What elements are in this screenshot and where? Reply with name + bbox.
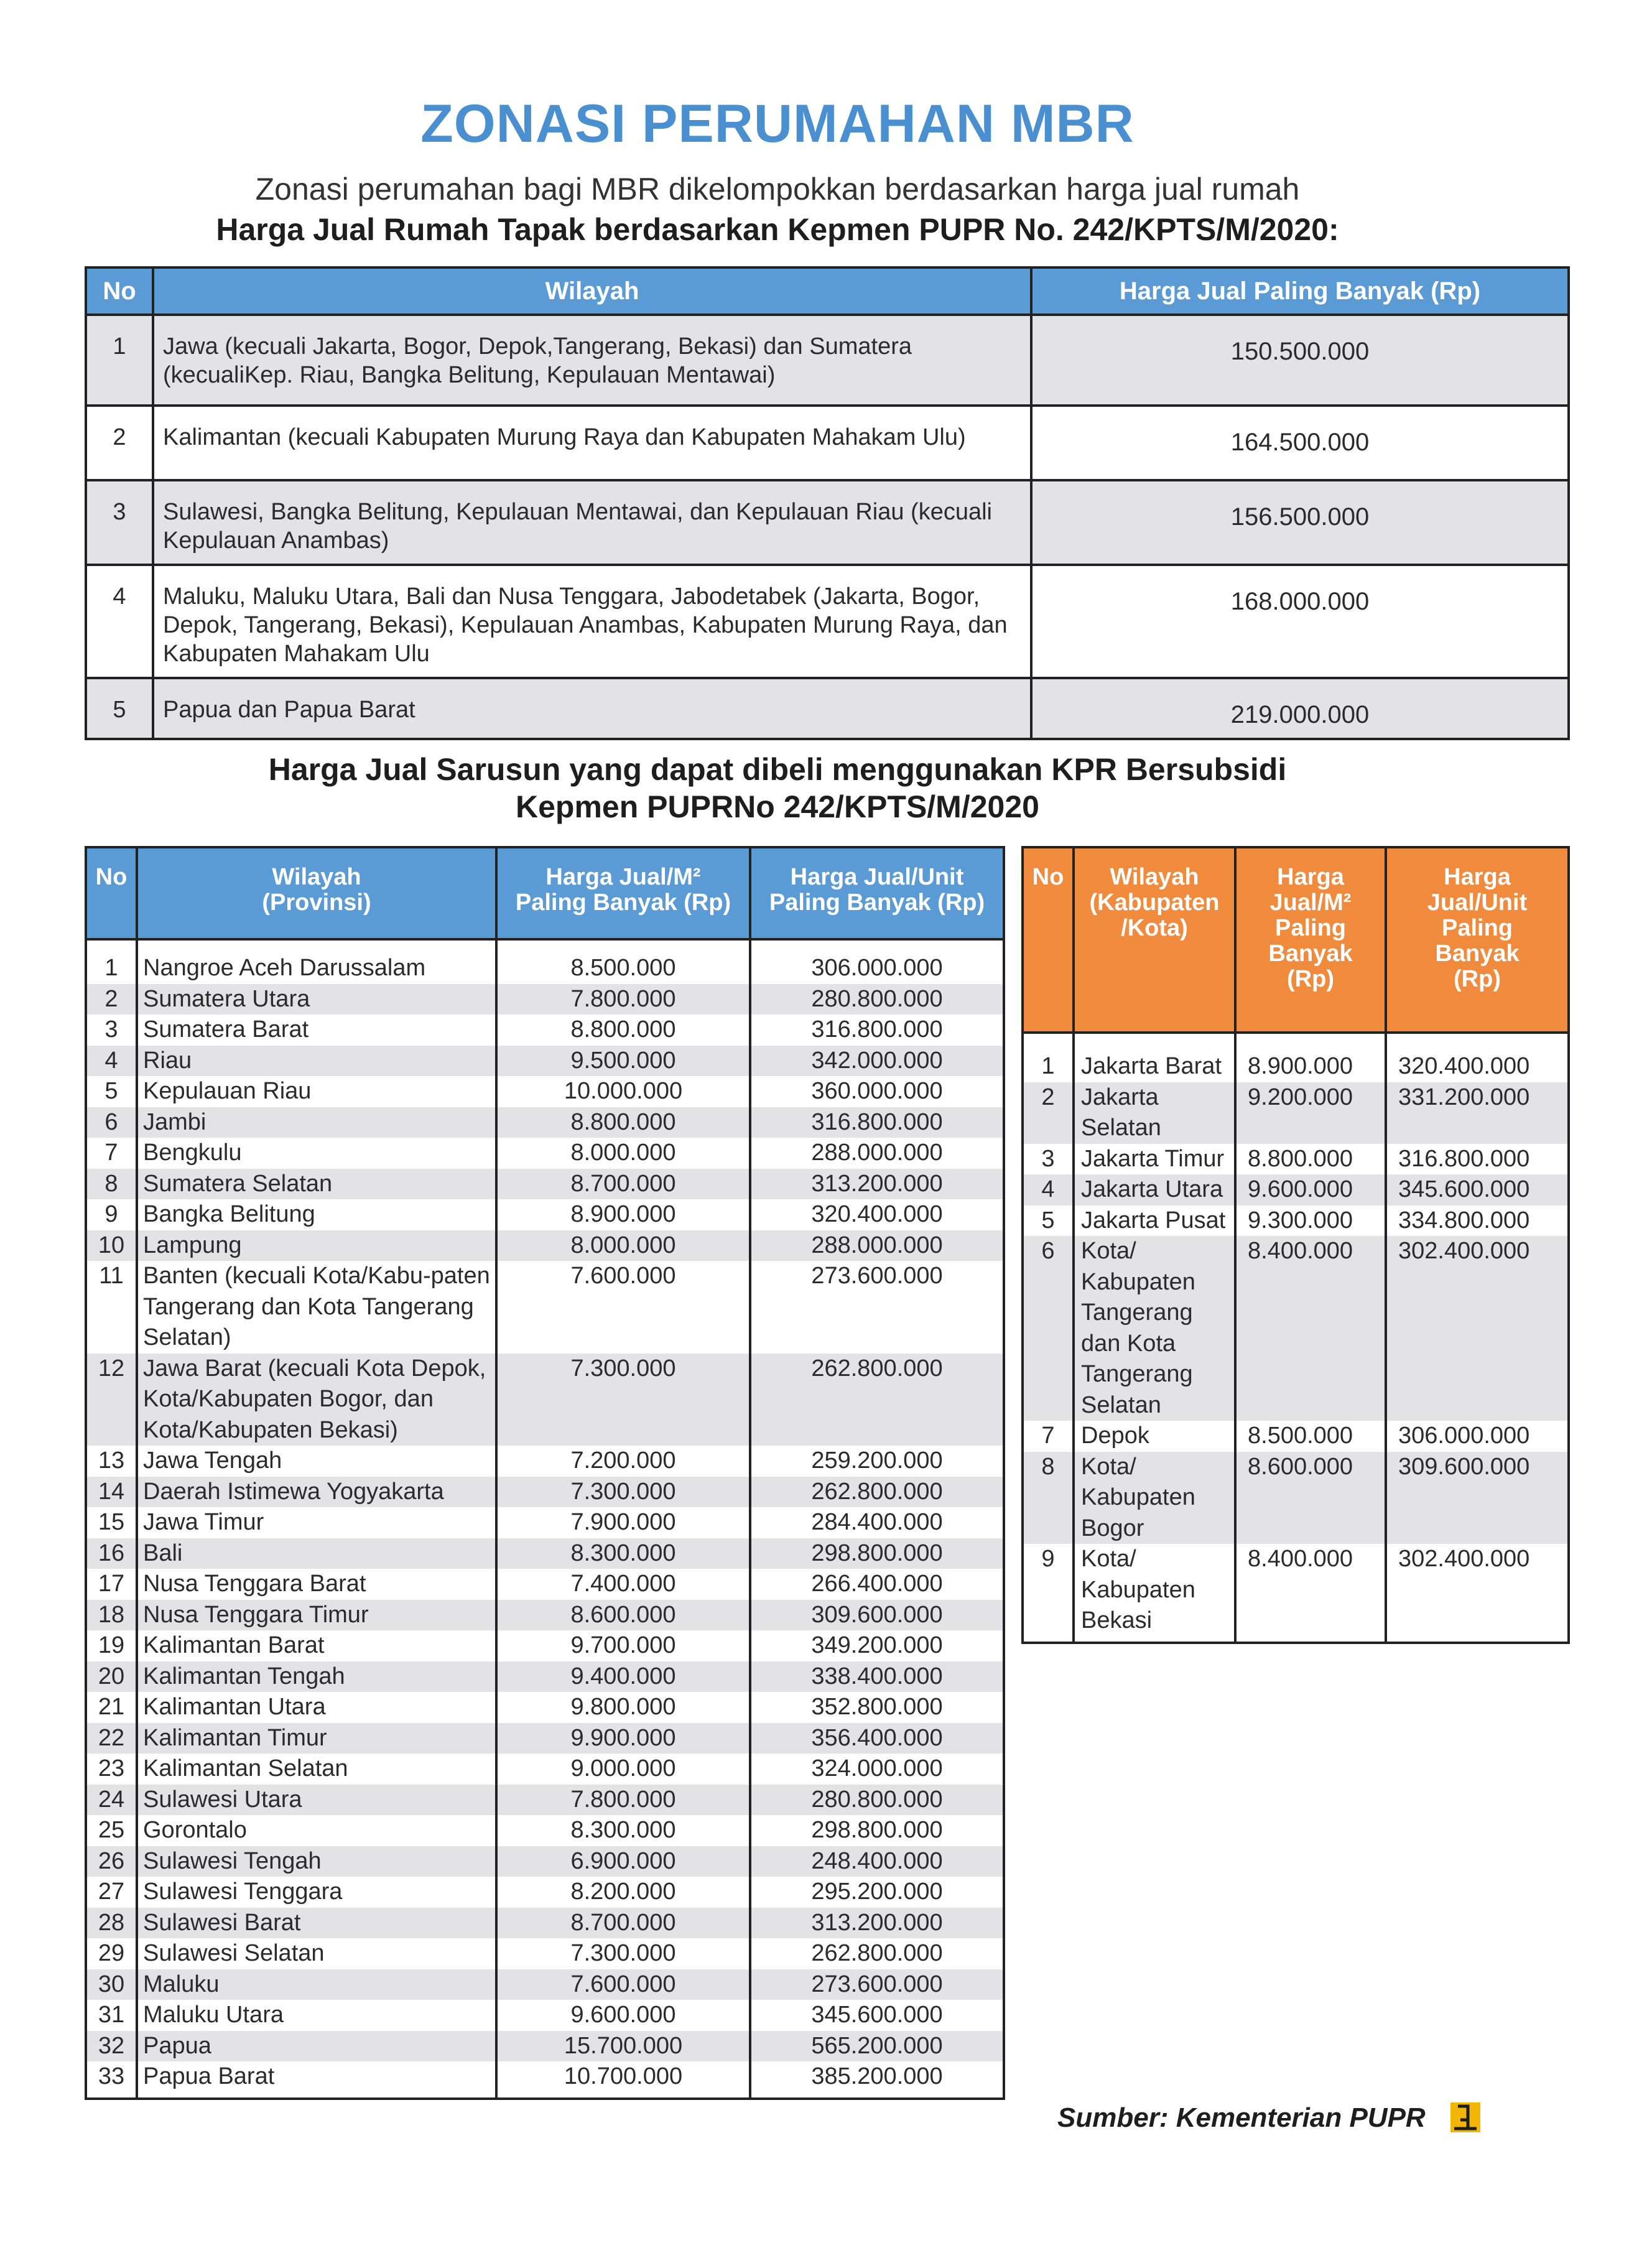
cell-harga-unit: 284.400.000	[750, 1507, 1004, 1538]
cell-harga-m2: 7.400.000	[496, 1569, 750, 1600]
cell-wilayah: Kalimantan Selatan	[137, 1754, 496, 1785]
cell-no: 3	[86, 480, 153, 565]
cell-harga-unit: 298.800.000	[750, 1815, 1004, 1846]
col-header-wilayah: Wilayah	[153, 267, 1031, 315]
cell-harga-m2: 8.800.000	[496, 1015, 750, 1046]
col-header-harga-unit	[750, 847, 1004, 939]
cell-harga-unit: 259.200.000	[750, 1446, 1004, 1477]
cell-harga-m2: 8.600.000	[1235, 1452, 1386, 1545]
table-row	[1023, 1544, 1569, 1643]
table-row	[1023, 1174, 1569, 1205]
col-header-harga: Harga Jual Paling Banyak (Rp)	[1031, 267, 1569, 315]
cell-wilayah: Kalimantan Tengah	[137, 1661, 496, 1693]
cell-harga-m2: 8.800.000	[496, 1107, 750, 1138]
cell-no: 5	[86, 1076, 137, 1107]
cell-harga-unit: 266.400.000	[750, 1569, 1004, 1600]
table-row	[86, 1785, 1004, 1816]
table-row	[1023, 1421, 1569, 1452]
cell-no: 2	[86, 406, 153, 480]
cell-wilayah: Jakarta Timur	[1074, 1144, 1235, 1175]
cell-wilayah: Bengkulu	[137, 1138, 496, 1169]
section2-heading-line2: Kepmen PUPRNo 242/KPTS/M/2020	[516, 789, 1039, 824]
cell-no: 17	[86, 1569, 137, 1600]
cell-harga-unit: 324.000.000	[750, 1754, 1004, 1785]
cell-harga-unit: 273.600.000	[750, 1261, 1004, 1354]
cell-no: 4	[1023, 1174, 1074, 1205]
cell-harga-m2: 9.000.000	[496, 1754, 750, 1785]
cell-harga-m2: 8.800.000	[1235, 1144, 1386, 1175]
cell-harga-m2: 9.600.000	[496, 2000, 750, 2031]
cell-no: 24	[86, 1785, 137, 1816]
cell-no: 1	[86, 315, 153, 406]
col-header-no: No	[86, 267, 153, 315]
cell-harga-m2: 9.500.000	[496, 1046, 750, 1077]
cell-harga-m2: 9.900.000	[496, 1723, 750, 1754]
table-row	[86, 939, 1004, 984]
cell-no: 26	[86, 1846, 137, 1877]
cell-wilayah: Banten (kecuali Kota/Kabu-paten Tangerang dan Kota Tangerang Selatan)	[137, 1261, 496, 1354]
cell-wilayah: Kota/ Kabupaten Tangerang dan Kota Tangerang Selatan	[1074, 1236, 1235, 1421]
cell-harga-unit: 280.800.000	[750, 984, 1004, 1015]
cell-harga-m2: 7.600.000	[496, 1969, 750, 2000]
cell-wilayah: Jawa Timur	[137, 1507, 496, 1538]
header-text: (Provinsi)	[262, 890, 371, 916]
cell-wilayah: Jawa (kecuali Jakarta, Bogor, Depok,Tangerang, Bekasi) dan Sumatera (kecualiKep. Riau, Bangka Belitung, Kepulauan Mentawai)	[153, 315, 1031, 406]
cell-wilayah: Riau	[137, 1046, 496, 1077]
cell-harga-m2: 8.200.000	[496, 1877, 750, 1908]
cell-no: 9	[86, 1199, 137, 1230]
cell-no: 16	[86, 1538, 137, 1569]
col-header-harga-unit	[1386, 847, 1569, 1033]
cell-harga: 156.500.000	[1031, 480, 1569, 565]
cell-harga-m2: 7.300.000	[496, 1938, 750, 1969]
cell-no: 12	[86, 1354, 137, 1446]
cell-no: 27	[86, 1877, 137, 1908]
cell-wilayah: Daerah Istimewa Yogyakarta	[137, 1477, 496, 1508]
table-row	[86, 1877, 1004, 1908]
table-row	[86, 1754, 1004, 1785]
cell-no: 28	[86, 1908, 137, 1939]
sarusun-provinsi-table	[85, 846, 1005, 2100]
table-row	[1023, 1452, 1569, 1545]
header-text: (Kabupaten	[1089, 890, 1220, 916]
cell-no: 15	[86, 1507, 137, 1538]
cell-wilayah: Bangka Belitung	[137, 1199, 496, 1230]
table-row	[86, 1354, 1004, 1446]
cell-no: 22	[86, 1723, 137, 1754]
table-row	[86, 1723, 1004, 1754]
cell-harga-m2: 9.700.000	[496, 1630, 750, 1661]
table-row	[86, 1199, 1004, 1230]
col-header-no	[1023, 847, 1074, 1033]
table-row	[86, 1261, 1004, 1354]
table-row	[86, 565, 1569, 678]
cell-harga-unit: 302.400.000	[1386, 1236, 1569, 1421]
cell-wilayah: Bali	[137, 1538, 496, 1569]
cell-wilayah: Sulawesi, Bangka Belitung, Kepulauan Mentawai, dan Kepulauan Riau (kecuali Kepulauan Anambas)	[153, 480, 1031, 565]
cell-harga-unit: 345.600.000	[750, 2000, 1004, 2031]
cell-wilayah: Sulawesi Tengah	[137, 1846, 496, 1877]
cell-harga-unit: 356.400.000	[750, 1723, 1004, 1754]
header-text: Paling	[1274, 915, 1347, 941]
cell-wilayah: Kalimantan (kecuali Kabupaten Murung Raya dan Kabupaten Mahakam Ulu)	[153, 406, 1031, 480]
cell-harga-unit: 342.000.000	[750, 1046, 1004, 1077]
table1-heading: Harga Jual Rumah Tapak berdasarkan Kepmen PUPR No. 242/KPTS/M/2020:	[216, 212, 1339, 247]
cell-harga-m2: 8.400.000	[1235, 1236, 1386, 1421]
cell-harga-unit: 306.000.000	[750, 939, 1004, 984]
table-header-row	[86, 267, 1569, 315]
cell-harga-unit: 316.800.000	[750, 1107, 1004, 1138]
cell-harga-unit: 352.800.000	[750, 1692, 1004, 1723]
cell-wilayah: Maluku Utara	[137, 2000, 496, 2031]
cell-harga-unit: 309.600.000	[1386, 1452, 1569, 1545]
cell-harga-m2: 7.800.000	[496, 984, 750, 1015]
table-row	[86, 1938, 1004, 1969]
cell-wilayah: Jawa Barat (kecuali Kota Depok, Kota/Kabupaten Bogor, dan Kota/Kabupaten Bekasi)	[137, 1354, 496, 1446]
cell-no: 10	[86, 1230, 137, 1261]
cell-wilayah: Papua	[137, 2031, 496, 2062]
cell-harga: 150.500.000	[1031, 315, 1569, 406]
header-text: Banyak	[1268, 941, 1353, 967]
header-text: Harga Jual/M²	[545, 864, 701, 890]
cell-no: 18	[86, 1600, 137, 1631]
header-text: /Kota)	[1121, 915, 1188, 941]
cell-harga-unit: 280.800.000	[750, 1785, 1004, 1816]
table-row	[86, 2031, 1004, 2062]
page-title: ZONASI PERUMAHAN MBR	[420, 94, 1135, 154]
cell-wilayah: Nusa Tenggara Timur	[137, 1600, 496, 1631]
cell-no: 20	[86, 1661, 137, 1693]
table-row	[86, 1538, 1004, 1569]
cell-wilayah: Kalimantan Utara	[137, 1692, 496, 1723]
cell-harga: 219.000.000	[1031, 678, 1569, 739]
cell-wilayah: Kota/ Kabupaten Bogor	[1074, 1452, 1235, 1545]
col-header-wilayah	[1074, 847, 1235, 1033]
table-row	[86, 1692, 1004, 1723]
rumah-tapak-table	[85, 266, 1570, 740]
table-row	[86, 1600, 1004, 1631]
table-row	[1023, 1205, 1569, 1237]
cell-no: 4	[86, 565, 153, 678]
cell-harga-m2: 15.700.000	[496, 2031, 750, 2062]
cell-wilayah: Jakarta Utara	[1074, 1174, 1235, 1205]
cell-harga-unit: 345.600.000	[1386, 1174, 1569, 1205]
cell-wilayah: Gorontalo	[137, 1815, 496, 1846]
table-row	[86, 2000, 1004, 2031]
cell-wilayah: Sulawesi Barat	[137, 1908, 496, 1939]
cell-harga-unit: 313.200.000	[750, 1169, 1004, 1200]
header-text: Wilayah	[272, 864, 361, 890]
cell-harga-m2: 8.700.000	[496, 1169, 750, 1200]
header-text: Jual/Unit	[1427, 890, 1528, 916]
cell-harga-unit: 295.200.000	[750, 1877, 1004, 1908]
cell-wilayah: Jakarta Selatan	[1074, 1082, 1235, 1144]
cell-no: 8	[1023, 1452, 1074, 1545]
cell-harga-m2: 10.000.000	[496, 1076, 750, 1107]
table-row	[86, 1446, 1004, 1477]
cell-wilayah: Maluku	[137, 1969, 496, 2000]
header-text: Paling	[1441, 915, 1513, 941]
cell-harga-unit: 262.800.000	[750, 1477, 1004, 1508]
cell-harga-unit: 320.400.000	[750, 1199, 1004, 1230]
cell-wilayah: Jakarta Pusat	[1074, 1205, 1235, 1237]
table-row	[1023, 1033, 1569, 1082]
cell-harga-m2: 8.000.000	[496, 1230, 750, 1261]
header-text: Harga Jual/Unit	[790, 864, 964, 890]
cell-wilayah: Jakarta Barat	[1074, 1033, 1235, 1082]
table-row	[86, 984, 1004, 1015]
cell-wilayah: Sumatera Utara	[137, 984, 496, 1015]
cell-harga-unit: 331.200.000	[1386, 1082, 1569, 1144]
col-header-wilayah	[137, 847, 496, 939]
cell-harga-m2: 7.200.000	[496, 1446, 750, 1477]
table-row	[86, 678, 1569, 739]
table-row	[86, 2061, 1004, 2099]
table-row	[86, 1015, 1004, 1046]
header-text: Harga	[1277, 864, 1344, 890]
header-text: Banyak	[1435, 941, 1520, 967]
cell-harga-unit: 306.000.000	[1386, 1421, 1569, 1452]
table-row	[86, 1107, 1004, 1138]
cell-no: 33	[86, 2061, 137, 2099]
col-header-harga-m2	[1235, 847, 1386, 1033]
cell-harga-unit: 298.800.000	[750, 1538, 1004, 1569]
table-row	[86, 1230, 1004, 1261]
table-row	[86, 406, 1569, 480]
cell-no: 29	[86, 1938, 137, 1969]
header-text: (Rp)	[1287, 966, 1334, 992]
cell-no: 5	[86, 678, 153, 739]
cell-no: 11	[86, 1261, 137, 1354]
cell-no: 23	[86, 1754, 137, 1785]
table-row	[86, 1138, 1004, 1169]
cell-wilayah: Depok	[1074, 1421, 1235, 1452]
table-row	[1023, 1144, 1569, 1175]
cell-harga-m2: 7.600.000	[496, 1261, 750, 1354]
cell-no: 8	[86, 1169, 137, 1200]
col-header-harga-m2	[496, 847, 750, 939]
cell-harga-m2: 8.600.000	[496, 1600, 750, 1631]
cell-no: 19	[86, 1630, 137, 1661]
cell-harga-m2: 7.300.000	[496, 1477, 750, 1508]
table-row	[86, 1046, 1004, 1077]
table-row	[86, 1076, 1004, 1107]
cell-harga-m2: 9.200.000	[1235, 1082, 1386, 1144]
cell-wilayah: Kalimantan Timur	[137, 1723, 496, 1754]
cell-no: 21	[86, 1692, 137, 1723]
cell-wilayah: Sulawesi Selatan	[137, 1938, 496, 1969]
header-text: Paling Banyak (Rp)	[515, 890, 731, 916]
cell-no: 25	[86, 1815, 137, 1846]
table-row	[86, 1630, 1004, 1661]
cell-no: 2	[1023, 1082, 1074, 1144]
cell-no: 9	[1023, 1544, 1074, 1643]
cell-harga-m2: 6.900.000	[496, 1846, 750, 1877]
cell-harga-unit: 316.800.000	[750, 1015, 1004, 1046]
cell-wilayah: Jambi	[137, 1107, 496, 1138]
page-subtitle: Zonasi perumahan bagi MBR dikelompokkan berdasarkan harga jual rumah	[255, 172, 1300, 207]
cell-no: 4	[86, 1046, 137, 1077]
table-row	[86, 1569, 1004, 1600]
cell-harga-m2: 7.900.000	[496, 1507, 750, 1538]
cell-harga: 168.000.000	[1031, 565, 1569, 678]
cell-harga-m2: 9.800.000	[496, 1692, 750, 1723]
cell-harga-m2: 8.300.000	[496, 1815, 750, 1846]
cell-harga-m2: 8.400.000	[1235, 1544, 1386, 1643]
cell-harga-m2: 7.800.000	[496, 1785, 750, 1816]
cell-wilayah: Sulawesi Utara	[137, 1785, 496, 1816]
table-row	[86, 1908, 1004, 1939]
pupr-logo-icon	[1449, 2101, 1482, 2134]
section2-heading-line1: Harga Jual Sarusun yang dapat dibeli menggunakan KPR Bersubsidi	[268, 752, 1287, 787]
header-text: No	[95, 864, 128, 890]
cell-harga-m2: 8.900.000	[496, 1199, 750, 1230]
cell-harga-m2: 9.400.000	[496, 1661, 750, 1693]
header-text: Harga	[1444, 864, 1511, 890]
sarusun-kabupaten-table	[1021, 846, 1570, 1644]
table-row	[86, 315, 1569, 406]
cell-no: 2	[86, 984, 137, 1015]
cell-harga-unit: 262.800.000	[750, 1354, 1004, 1446]
cell-harga-unit: 288.000.000	[750, 1230, 1004, 1261]
table-row	[1023, 1082, 1569, 1144]
cell-wilayah: Kota/ Kabupaten Bekasi	[1074, 1544, 1235, 1643]
table-row	[86, 1661, 1004, 1693]
cell-harga-m2: 8.900.000	[1235, 1033, 1386, 1082]
cell-harga-unit: 349.200.000	[750, 1630, 1004, 1661]
cell-no: 14	[86, 1477, 137, 1508]
cell-harga-unit: 316.800.000	[1386, 1144, 1569, 1175]
table-header-row	[86, 847, 1004, 939]
table-row	[86, 1169, 1004, 1200]
cell-no: 7	[1023, 1421, 1074, 1452]
cell-wilayah: Sumatera Selatan	[137, 1169, 496, 1200]
cell-no: 3	[1023, 1144, 1074, 1175]
cell-no: 31	[86, 2000, 137, 2031]
cell-harga-unit: 360.000.000	[750, 1076, 1004, 1107]
header-text: Wilayah	[1110, 864, 1199, 890]
table-row	[1023, 1236, 1569, 1421]
cell-no: 3	[86, 1015, 137, 1046]
header-text: Paling Banyak (Rp)	[769, 890, 985, 916]
cell-harga-m2: 8.500.000	[496, 939, 750, 984]
cell-wilayah: Nangroe Aceh Darussalam	[137, 939, 496, 984]
cell-harga-unit: 565.200.000	[750, 2031, 1004, 2062]
table-row	[86, 1969, 1004, 2000]
cell-harga-unit: 309.600.000	[750, 1600, 1004, 1631]
table-row	[86, 1507, 1004, 1538]
cell-no: 6	[86, 1107, 137, 1138]
table-row	[86, 1477, 1004, 1508]
cell-harga-m2: 8.500.000	[1235, 1421, 1386, 1452]
cell-harga-unit: 273.600.000	[750, 1969, 1004, 2000]
cell-wilayah: Sumatera Barat	[137, 1015, 496, 1046]
table-row	[86, 1815, 1004, 1846]
cell-wilayah: Papua dan Papua Barat	[153, 678, 1031, 739]
cell-wilayah: Maluku, Maluku Utara, Bali dan Nusa Tenggara, Jabodetabek (Jakarta, Bogor, Depok, Tangerang, Bekasi), Kepulauan Anambas, Kabupaten Murung Raya, dan Kabupaten Mahakam Ulu	[153, 565, 1031, 678]
cell-harga-unit: 262.800.000	[750, 1938, 1004, 1969]
cell-no: 7	[86, 1138, 137, 1169]
cell-harga-unit: 385.200.000	[750, 2061, 1004, 2099]
cell-wilayah: Papua Barat	[137, 2061, 496, 2099]
cell-no: 1	[86, 939, 137, 984]
cell-harga-unit: 248.400.000	[750, 1846, 1004, 1877]
cell-no: 5	[1023, 1205, 1074, 1237]
cell-harga-unit: 302.400.000	[1386, 1544, 1569, 1643]
header-text: (Rp)	[1454, 966, 1501, 992]
cell-harga-m2: 8.300.000	[496, 1538, 750, 1569]
cell-no: 13	[86, 1446, 137, 1477]
cell-harga-m2: 8.000.000	[496, 1138, 750, 1169]
cell-no: 30	[86, 1969, 137, 2000]
table-row	[86, 480, 1569, 565]
cell-wilayah: Lampung	[137, 1230, 496, 1261]
header-text: Jual/M²	[1269, 890, 1352, 916]
cell-no: 32	[86, 2031, 137, 2062]
cell-no: 1	[1023, 1033, 1074, 1082]
table-header-row	[1023, 847, 1569, 1033]
cell-harga-m2: 8.700.000	[496, 1908, 750, 1939]
cell-harga-unit: 338.400.000	[750, 1661, 1004, 1693]
cell-harga-unit: 320.400.000	[1386, 1033, 1569, 1082]
cell-wilayah: Kalimantan Barat	[137, 1630, 496, 1661]
cell-harga-unit: 313.200.000	[750, 1908, 1004, 1939]
col-header-no	[86, 847, 137, 939]
cell-harga-m2: 10.700.000	[496, 2061, 750, 2099]
table-row	[86, 1846, 1004, 1877]
cell-harga-m2: 7.300.000	[496, 1354, 750, 1446]
cell-harga-m2: 9.300.000	[1235, 1205, 1386, 1237]
cell-harga-m2: 9.600.000	[1235, 1174, 1386, 1205]
cell-harga-unit: 288.000.000	[750, 1138, 1004, 1169]
cell-wilayah: Jawa Tengah	[137, 1446, 496, 1477]
cell-wilayah: Nusa Tenggara Barat	[137, 1569, 496, 1600]
header-text: No	[1032, 864, 1064, 890]
cell-wilayah: Sulawesi Tenggara	[137, 1877, 496, 1908]
cell-harga-unit: 334.800.000	[1386, 1205, 1569, 1237]
cell-no: 6	[1023, 1236, 1074, 1421]
cell-harga: 164.500.000	[1031, 406, 1569, 480]
source-caption: Sumber: Kementerian PUPR	[1057, 2102, 1426, 2133]
cell-wilayah: Kepulauan Riau	[137, 1076, 496, 1107]
